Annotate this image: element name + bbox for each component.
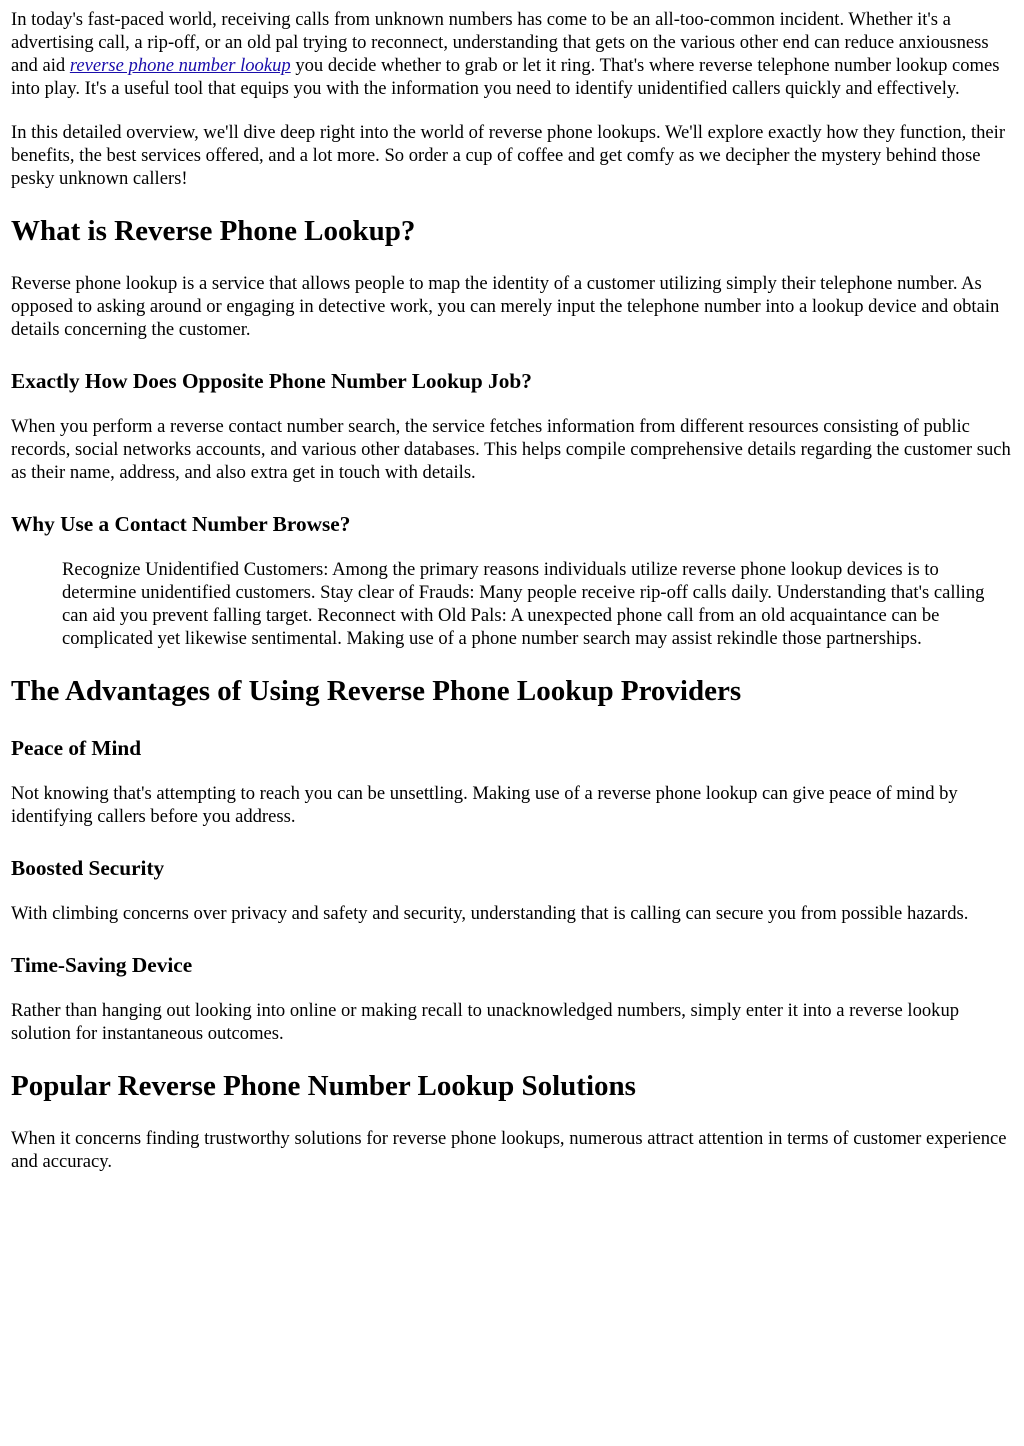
heading-what-is-reverse-lookup: What is Reverse Phone Lookup? xyxy=(11,215,416,247)
intro-text-after-link: you decide whether to grab or let it ring. That's where reverse telephone number lookup comes into play. It's a useful tool that equips you with the information you need to identify unidentified callers quickly and effectively. xyxy=(11,55,1000,99)
heading-how-it-works: Exactly How Does Opposite Phone Number Lookup Job? xyxy=(11,369,532,393)
heading-why-use: Why Use a Contact Number Browse? xyxy=(11,512,351,536)
how-it-works-paragraph: When you perform a reverse contact number search, the service fetches information from different resources consisting of public records, social networks accounts, and various other databases. This helps compile comprehensive details regarding the customer such as their name, address, and also extra get in touch with details. xyxy=(11,416,1011,483)
heading-peace-of-mind: Peace of Mind xyxy=(11,736,142,760)
boosted-security-paragraph: With climbing concerns over privacy and safety and security, understanding that is calling can secure you from possible hazards. xyxy=(11,903,969,924)
what-paragraph: Reverse phone lookup is a service that allows people to map the identity of a customer utilizing simply their telephone number. As opposed to asking around or engaging in detective work, you can merely input the telephone number into a lookup device and obtain details concerning the customer. xyxy=(11,273,1000,340)
intro-text-before-link: In today's fast-paced world, receiving calls from unknown numbers has come to be an all-too-common incident. Whether it's a advertising call, a rip-off, or an old pal trying to reconnect, understanding that gets on the various other end can reduce anxiousness and aid xyxy=(11,9,989,76)
intro-paragraph-1 xyxy=(11,8,1013,100)
reverse-lookup-link[interactable]: reverse phone number lookup xyxy=(69,55,291,76)
heading-time-saving: Time-Saving Device xyxy=(11,953,193,977)
heading-popular-solutions: Popular Reverse Phone Number Lookup Solutions xyxy=(11,1070,636,1102)
why-use-quote: Recognize Unidentified Customers: Among the primary reasons individuals utilize reverse phone lookup devices is to determine unidentified customers. Stay clear of Frauds: Many people receive rip-off calls daily. Understanding that's calling can aid you prevent falling target. Reconnect with Old Pals: A unexpected phone call from an old acquaintance can be complicated yet likewise sentimental. Making use of a phone number search may assist rekindle those partnerships. xyxy=(62,559,985,649)
time-saving-paragraph: Rather than hanging out looking into online or making recall to unacknowledged numbers, simply enter it into a reverse lookup solution for instantaneous outcomes. xyxy=(11,1000,960,1044)
peace-of-mind-paragraph: Not knowing that's attempting to reach you can be unsettling. Making use of a reverse phone lookup can give peace of mind by identifying callers before you address. xyxy=(11,783,958,827)
popular-solutions-paragraph: When it concerns finding trustworthy solutions for reverse phone lookups, numerous attract attention in terms of customer experience and accuracy. xyxy=(11,1128,1007,1172)
heading-advantages: The Advantages of Using Reverse Phone Lookup Providers xyxy=(11,675,742,707)
intro-paragraph-2: In this detailed overview, we'll dive deep right into the world of reverse phone lookups. We'll explore exactly how they function, their benefits, the best services offered, and a lot more. So order a cup of coffee and get comfy as we decipher the mystery behind those pesky unknown callers! xyxy=(11,122,1006,189)
heading-boosted-security: Boosted Security xyxy=(11,856,165,880)
